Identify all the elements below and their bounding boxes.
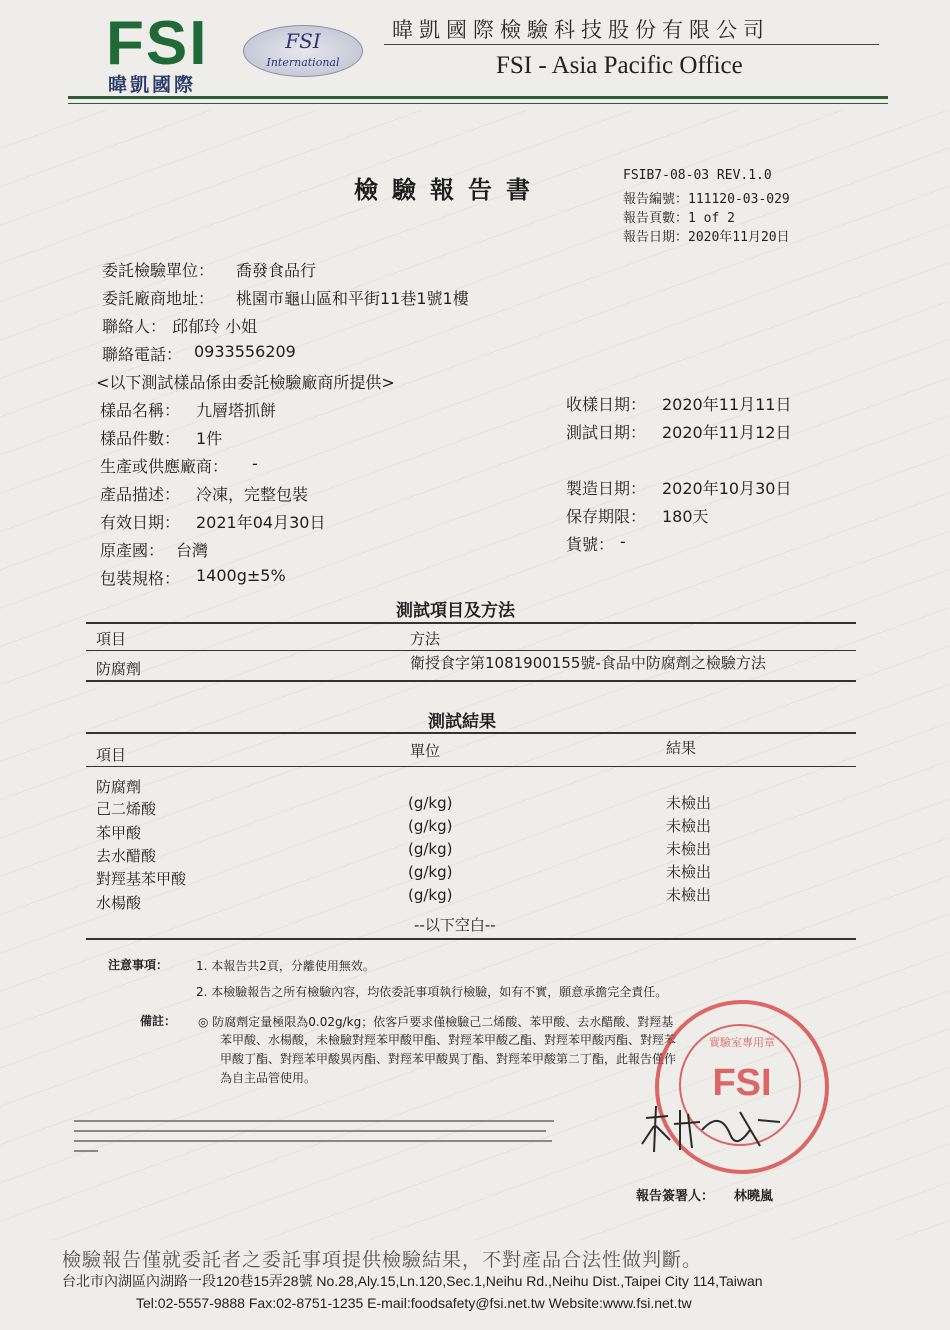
supplier-label: 生產或供應廠商： [100,457,229,476]
item-number: - [620,532,626,551]
supplier: - [252,454,258,473]
result-unit: (g/kg) [408,817,453,835]
phone-number: 0933556209 [194,342,296,361]
client-unit: 喬發食品行 [236,261,317,280]
form-code: FSIB7-08-03 REV.1.0 [623,168,772,183]
remark-line-2: 苯甲酸、水楊酸，未檢驗對羥苯甲酸甲酯、對羥苯甲酸乙酯、對羥苯甲酸丙酯、對羥苯 [220,1033,677,1047]
footer-address: 台北市內湖區內湖路一段120巷15弄28號 No.28,Aly.15,Ln.120,Sec.1,Neihu Rd.,Neihu Dist.,Taipei City 114,Taiwan [62,1273,763,1289]
methods-col-method: 方法 [410,630,441,648]
methods-top-rule [86,622,856,624]
shelf-life: 180天 [662,507,709,526]
oval-logo-subtext: International [266,56,340,69]
remark-line-1: ◎ 防腐劑定量極限為0.02g/kg；依客戶要求僅檢驗己二烯酸、苯甲酸、去水醋酸、對羥基 [198,1015,674,1029]
methods-header-rule [86,650,856,651]
result-value: 未檢出 [666,817,712,835]
company-name: 暐凱國際檢驗科技股份有限公司 [392,18,770,42]
result-item: 苯甲酸 [96,824,142,842]
client-address: 桃園市龜山區和平街11巷1號1樓 [236,289,469,308]
contact-label: 聯絡人： [102,317,167,336]
client-address-label: 委託廠商地址： [102,289,215,308]
report-number: 報告編號：111120-03-029 [623,192,790,207]
note-1: 1. 本報告共2頁，分離使用無效。 [196,959,375,973]
header-divider [68,96,888,99]
results-bottom-rule [86,938,856,940]
results-end-mark: --以下空白-- [414,916,496,934]
fsi-logo: FSI [106,9,209,78]
package-label: 包裝規格： [100,569,181,588]
package-spec: 1400g±5% [196,566,286,585]
methods-section-title: 測試項目及方法 [396,601,515,621]
sample-source-note: <以下測試樣品係由委託檢驗廠商所提供> [96,373,395,392]
handwritten-signature [640,1100,790,1160]
result-item: 對羥基苯甲酸 [96,870,187,888]
sample-name-label: 樣品名稱： [100,401,181,420]
international-oval-logo [243,25,363,77]
methods-item: 防腐劑 [96,660,142,678]
item-number-label: 貨號： [566,535,615,554]
stamp-text: FSI [712,1062,772,1104]
origin-label: 原產國： [100,541,165,560]
manufacture-date: 2020年10月30日 [662,479,792,498]
description-label: 產品描述： [100,485,181,504]
fine-print-lines [74,1118,564,1158]
company-underline [384,44,879,45]
results-col-item: 項目 [96,746,127,764]
header-divider-thin [68,103,888,104]
report-title: 檢驗報告書 [354,175,544,204]
stamp-subtext: 實驗室專用章 [709,1036,775,1049]
result-value: 未檢出 [666,794,712,812]
result-unit: (g/kg) [408,863,453,881]
results-top-rule [86,732,856,734]
result-item: 水楊酸 [96,894,142,912]
sample-count-label: 樣品件數： [100,429,181,448]
result-item: 去水醋酸 [96,847,157,865]
report-date: 報告日期：2020年11月20日 [623,230,790,245]
remark-line-4: 為自主品管使用。 [220,1071,317,1085]
methods-col-item: 項目 [96,630,127,648]
origin-country: 台灣 [176,541,209,560]
fine-print-block [74,1118,564,1162]
result-value: 未檢出 [666,863,712,881]
result-value: 未檢出 [666,886,712,904]
test-date: 2020年11月12日 [662,423,792,442]
signatory-name: 林曉嵐 [734,1189,774,1204]
contact-name: 邱郁玲 小姐 [172,317,258,336]
result-unit: (g/kg) [408,886,453,904]
result-unit: (g/kg) [408,840,453,858]
signatory-label: 報告簽署人： [636,1189,715,1204]
footer-disclaimer: 檢驗報告僅就委託者之委託事項提供檢驗結果，不對產品合法性做判斷。 [62,1249,703,1271]
office-name: FSI - Asia Pacific Office [496,52,743,79]
remark-label: 備註： [140,1014,177,1028]
report-page-count: 報告頁數：1 of 2 [623,211,735,226]
logo-subtitle: 暐凱國際 [108,74,197,96]
shelf-life-label: 保存期限： [566,507,647,526]
footer-contact: Tel:02-5557-9888 Fax:02-8751-1235 E-mail:foodsafety@fsi.net.tw Website:www.fsi.net.tw [136,1295,692,1311]
result-value: 未檢出 [666,840,712,858]
result-item: 己二烯酸 [96,800,157,818]
methods-bottom-rule [86,680,856,682]
results-col-result: 結果 [666,739,697,757]
remark-line-3: 甲酸丁酯、對羥苯甲酸異丙酯、對羥苯甲酸異丁酯、對羥苯甲酸第二丁酯，此報告僅作 [220,1052,677,1066]
received-date: 2020年11月11日 [662,395,792,414]
results-section-title: 測試結果 [428,712,496,732]
client-unit-label: 委託檢驗單位： [102,261,215,280]
results-header-rule [86,766,856,767]
received-date-label: 收樣日期： [566,395,647,414]
results-group: 防腐劑 [96,778,142,796]
result-unit: (g/kg) [408,794,453,812]
methods-method: 衛授食字第1081900155號-食品中防腐劑之檢驗方法 [410,654,766,672]
sample-name: 九層塔抓餅 [196,401,277,420]
notes-label: 注意事項： [108,958,169,972]
results-col-unit: 單位 [410,742,441,760]
oval-logo-text: FSI [285,29,321,53]
description: 冷凍，完整包裝 [196,485,309,504]
phone-label: 聯絡電話： [102,345,183,364]
manufacture-date-label: 製造日期： [566,479,647,498]
expiry-label: 有效日期： [100,513,181,532]
expiry-date: 2021年04月30日 [196,513,326,532]
note-2: 2. 本檢驗報告之所有檢驗內容，均依委託事項執行檢驗，如有不實，願意承擔完全責任。 [196,985,668,999]
sample-count: 1件 [196,429,223,448]
test-date-label: 測試日期： [566,423,647,442]
